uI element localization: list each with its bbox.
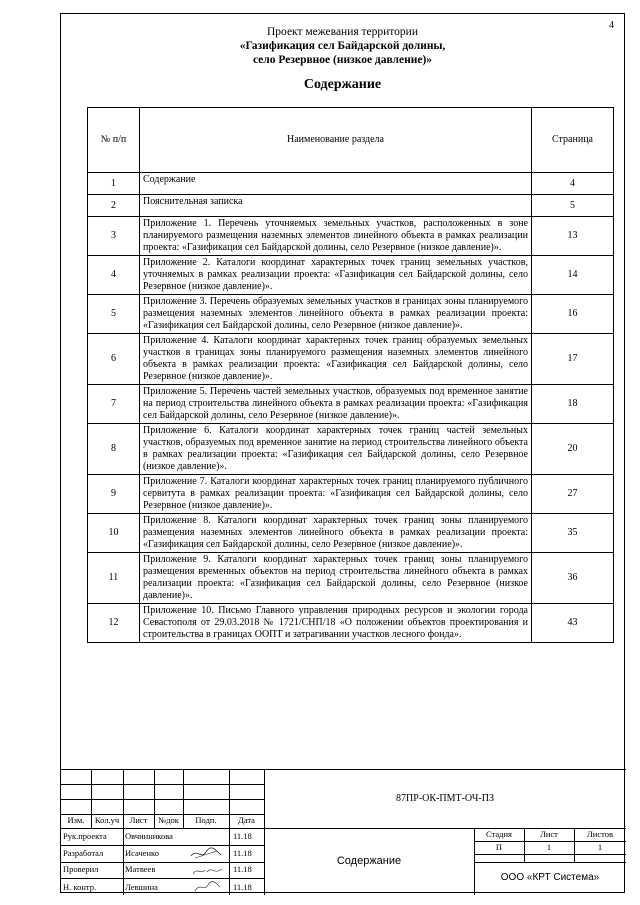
row-section-name: Приложение 7. Каталоги координат характерных точек границ планируемого публичного сервитута в рамках реализации проекта: «Газификация сел Байдарской долины, село Резервное (низкое давление)». bbox=[140, 475, 532, 514]
person-name: Овчинникова bbox=[125, 831, 173, 841]
row-page: 16 bbox=[532, 295, 614, 334]
col-podp: Подп. bbox=[195, 815, 217, 825]
row-number: 12 bbox=[88, 604, 140, 643]
row-section-name: Приложение 8. Каталоги координат характерных точек границ зоны планируемого размещения наземных элементов линейного объекта в рамках реализации проекта: «Газификация сел Байдарской долины, село Резервное (низкое давление)». bbox=[140, 514, 532, 553]
row-page: 27 bbox=[532, 475, 614, 514]
sign-date: 11.18 bbox=[233, 848, 252, 858]
row-section-name: Приложение 3. Перечень образуемых земельных участков в границах зоны планируемого размещения наземных элементов линейного объекта в рамках реализации проекта: «Газификация сел Байдарской долины, село Резервное (низкое давление)». bbox=[140, 295, 532, 334]
row-page: 13 bbox=[532, 217, 614, 256]
document-code: 87ПР-ОК-ПМТ-ОЧ-ПЗ bbox=[264, 770, 626, 829]
person-name: Левшина bbox=[125, 882, 158, 892]
col-ndok: №док bbox=[158, 815, 179, 825]
sheets-value: 1 bbox=[597, 842, 603, 852]
sign-date: 11.18 bbox=[233, 864, 252, 874]
role-label: Н. контр. bbox=[63, 882, 97, 892]
document-section-name: Содержание bbox=[264, 828, 475, 895]
row-section-name: Содержание bbox=[140, 173, 532, 195]
project-header-line2: «Газификация сел Байдарской долины, bbox=[239, 40, 446, 52]
person-name: Матвеев bbox=[125, 864, 156, 874]
table-row bbox=[88, 195, 614, 217]
row-number: 9 bbox=[88, 475, 140, 514]
row-page: 18 bbox=[532, 385, 614, 424]
row-page: 20 bbox=[532, 424, 614, 475]
page-frame bbox=[60, 13, 625, 893]
table-row bbox=[88, 385, 614, 424]
table-row bbox=[88, 334, 614, 385]
table-row bbox=[88, 604, 614, 643]
row-page: 5 bbox=[532, 195, 614, 217]
row-number: 3 bbox=[88, 217, 140, 256]
contents-table bbox=[87, 107, 614, 643]
role-label: Проверил bbox=[63, 864, 99, 874]
table-row bbox=[88, 295, 614, 334]
row-section-name: Приложение 10. Письмо Главного управления природных ресурсов и экологии города Севастополя от 29.03.2018 № 1721/СНП/18 «О положении объектов проектирования и строительства в границах ООПТ и затрагивании участков лесного фонда». bbox=[140, 604, 532, 643]
row-number: 10 bbox=[88, 514, 140, 553]
sheet-value: 1 bbox=[546, 842, 552, 852]
sheet-info bbox=[474, 828, 626, 895]
page-title: Содержание bbox=[303, 77, 382, 92]
row-number: 7 bbox=[88, 385, 140, 424]
row-number: 11 bbox=[88, 553, 140, 604]
row-number: 4 bbox=[88, 256, 140, 295]
stage-header: Стадия bbox=[486, 829, 512, 839]
sheets-header: Листов bbox=[587, 829, 613, 839]
table-row bbox=[88, 553, 614, 604]
role-label: Разработал bbox=[63, 848, 104, 858]
project-header-line3: село Резервное (низкое давление)» bbox=[252, 54, 433, 66]
row-page: 17 bbox=[532, 334, 614, 385]
title-block-signatures bbox=[61, 770, 265, 895]
row-page: 36 bbox=[532, 553, 614, 604]
row-page: 43 bbox=[532, 604, 614, 643]
signature-icon bbox=[193, 879, 223, 896]
row-number: 1 bbox=[88, 173, 140, 195]
row-section-name: Приложение 4. Каталоги координат характерных точек границ образуемых земельных участков в границах зоны планируемого размещения наземных элементов линейного объекта в рамках реализации проекта: «Газификация сел Байдарской долины, село Резервное (низкое давление)». bbox=[140, 334, 532, 385]
header-number: № п/п bbox=[88, 108, 140, 173]
row-section-name: Приложение 9. Каталоги координат характерных точек границ зоны планируемого размещения временных объектов на период строительства линейного объекта в рамках реализации проекта: «Газификация сел Байдарской долины, село Резервное (низкое давление)». bbox=[140, 553, 532, 604]
signature-icon bbox=[191, 863, 225, 880]
table-header-row bbox=[88, 108, 614, 173]
row-section-name: Приложение 6. Каталоги координат характерных точек границ частей земельных участков, образуемых под временное занятие на период строительства линейного объекта в рамках реализации проекта: «Газификация сел Байдарской долины, село Резервное (низкое давление)». bbox=[140, 424, 532, 475]
table-row bbox=[88, 217, 614, 256]
organization-name: ООО «КРТ Система» bbox=[474, 862, 626, 893]
row-number: 6 bbox=[88, 334, 140, 385]
row-number: 2 bbox=[88, 195, 140, 217]
table-row bbox=[88, 173, 614, 195]
person-name: Исаченко bbox=[125, 848, 159, 858]
row-section-name: Пояснительная записка bbox=[140, 195, 532, 217]
row-section-name: Приложение 2. Каталоги координат характерных точек границ земельных участков, уточняемых в рамках реализации проекта: «Газификация сел Байдарской долины, село Резервное (низкое давление)». bbox=[140, 256, 532, 295]
col-kol: Кол.уч bbox=[94, 815, 120, 825]
row-page: 4 bbox=[532, 173, 614, 195]
signature-icon bbox=[189, 846, 223, 863]
table-row bbox=[88, 475, 614, 514]
title-block bbox=[61, 769, 626, 895]
row-page: 14 bbox=[532, 256, 614, 295]
sign-date: 11.18 bbox=[233, 831, 252, 841]
table-row bbox=[88, 424, 614, 475]
sheet-header: Лист bbox=[540, 829, 558, 839]
role-label: Рук.проекта bbox=[63, 831, 107, 841]
row-number: 5 bbox=[88, 295, 140, 334]
col-data: Дата bbox=[238, 815, 255, 825]
page-number: 4 bbox=[609, 20, 614, 31]
project-header-line1: Проект межевания территории bbox=[267, 26, 418, 38]
table-row bbox=[88, 514, 614, 553]
sign-date: 11.18 bbox=[233, 882, 252, 892]
row-section-name: Приложение 5. Перечень частей земельных участков, образуемых под временное занятие на период строительства линейного объекта в рамках реализации проекта: «Газификация сел Байдарской долины, село Резервное (низкое давление)». bbox=[140, 385, 532, 424]
header-page: Страница bbox=[532, 108, 614, 173]
row-page: 35 bbox=[532, 514, 614, 553]
stage-value: П bbox=[495, 842, 503, 852]
col-izm: Изм. bbox=[67, 815, 85, 825]
row-section-name: Приложение 1. Перечень уточняемых земельных участков, расположенных в зоне планируемого размещения наземных элементов линейного объекта в рамках реализации проекта: «Газификация сел Байдарской долины, село Резервное (низкое давление)». bbox=[140, 217, 532, 256]
table-row bbox=[88, 256, 614, 295]
col-list: Лист bbox=[129, 815, 148, 825]
row-number: 8 bbox=[88, 424, 140, 475]
header-section-name: Наименование раздела bbox=[140, 108, 532, 173]
